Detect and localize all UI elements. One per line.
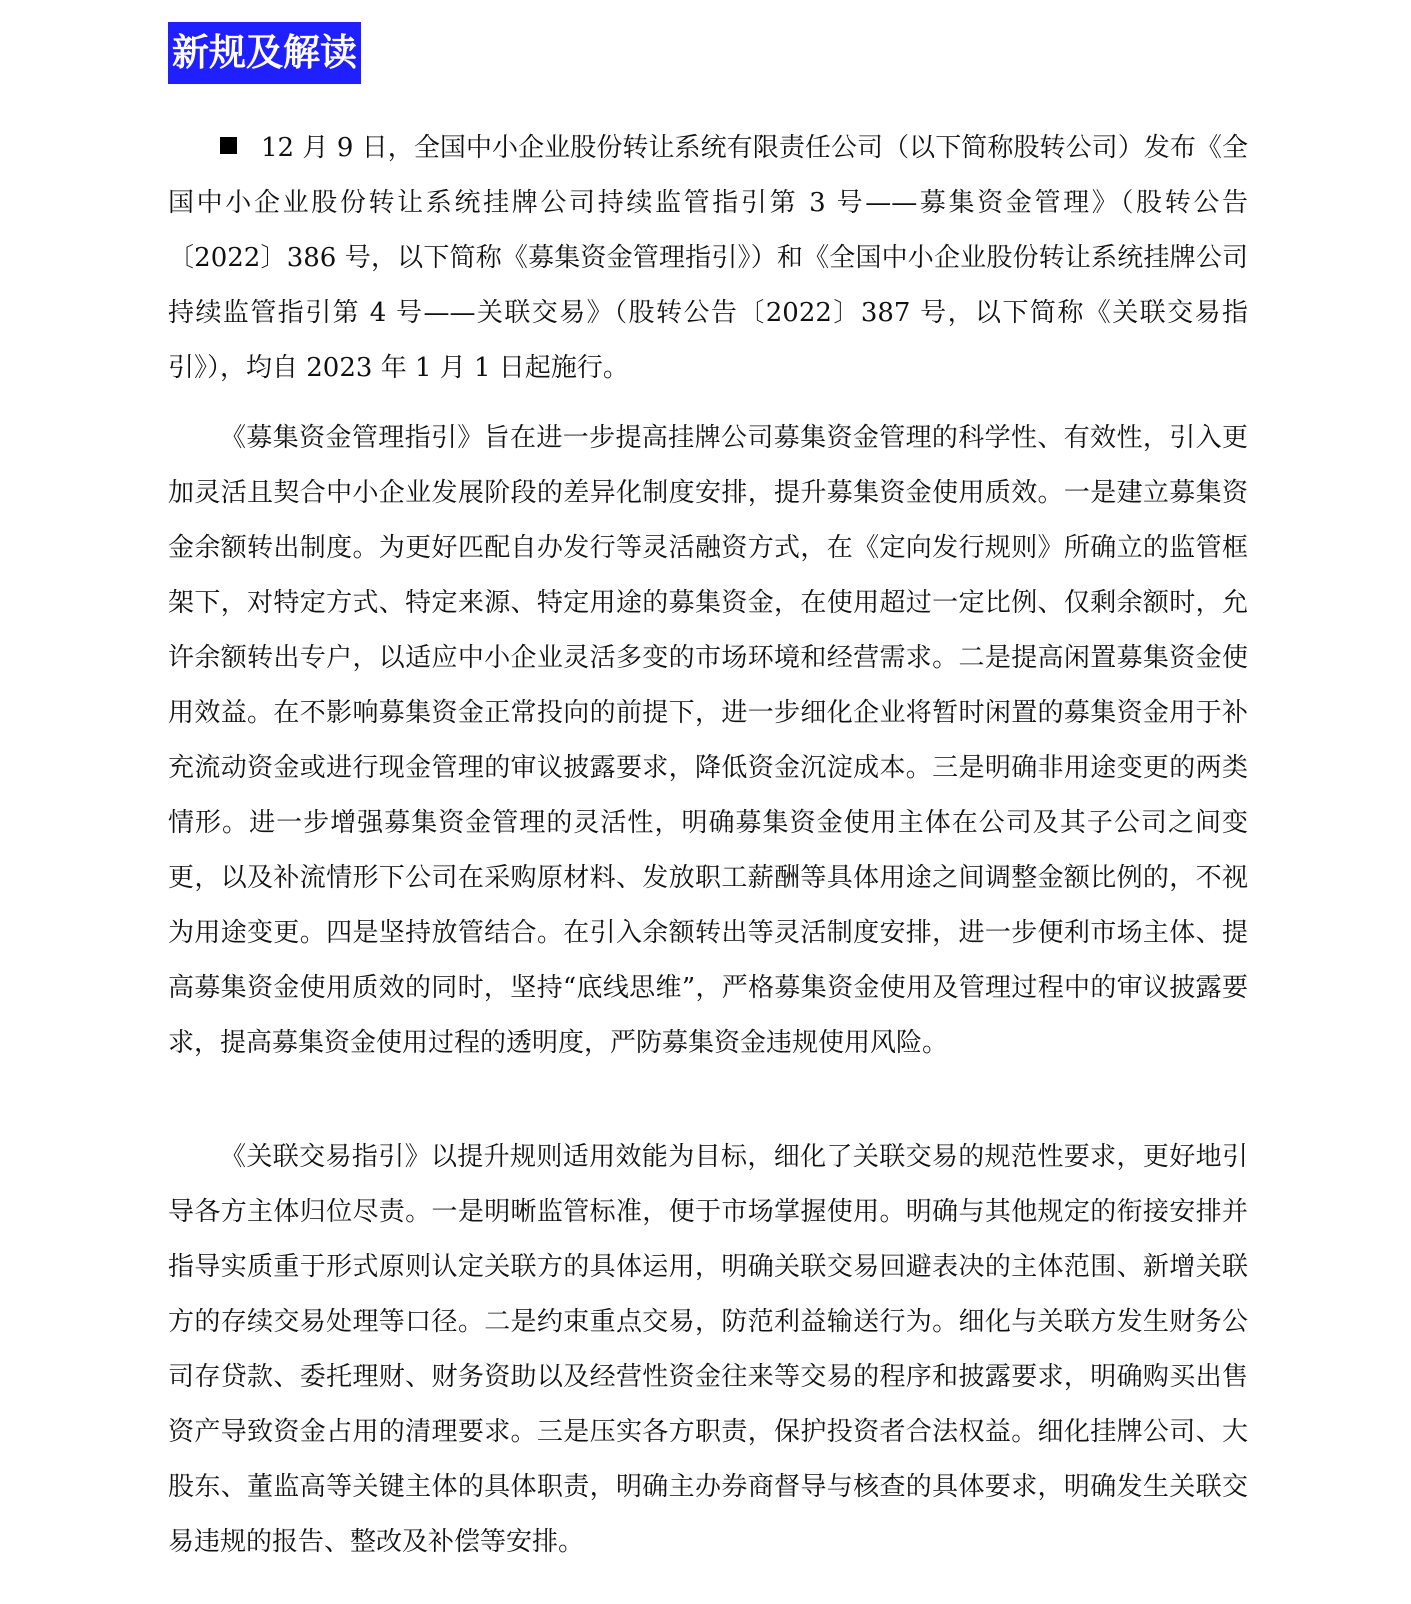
- paragraph-announcement: [168, 121, 1248, 396]
- paragraph-announcement-text: 12 月 9 日，全国中小企业股份转让系统有限责任公司（以下简称股转公司）发布《全国中小企业股份转让系统挂牌公司持续监管指引第 3 号——募集资金管理》（股转公告〔2022〕386 号，以下简称《募集资金管理指引》）和《全国中小企业股份转让系统挂牌公司持续监管指引第 4 号——关联交易》（股转公告〔2022〕387 号，以下简称《关联交易指引》），均自 2023 年 1 月 1 日起施行。: [168, 133, 1248, 383]
- square-bullet-icon: [220, 137, 237, 154]
- section-title: 新规及解读: [168, 22, 361, 84]
- paragraph-fundraising-guideline: 《募集资金管理指引》旨在进一步提高挂牌公司募集资金管理的科学性、有效性，引入更加灵活且契合中小企业发展阶段的差异化制度安排，提升募集资金使用质效。一是建立募集资金余额转出制度。为更好匹配自办发行等灵活融资方式，在《定向发行规则》所确立的监管框架下，对特定方式、特定来源、特定用途的募集资金，在使用超过一定比例、仅剩余额时，允许余额转出专户，以适应中小企业灵活多变的市场环境和经营需求。二是提高闲置募集资金使用效益。在不影响募集资金正常投向的前提下，进一步细化企业将暂时闲置的募集资金用于补充流动资金或进行现金管理的审议披露要求，降低资金沉淀成本。三是明确非用途变更的两类情形。进一步增强募集资金管理的灵活性，明确募集资金使用主体在公司及其子公司之间变更，以及补流情形下公司在采购原材料、发放职工薪酬等具体用途之间调整金额比例的，不视为用途变更。四是坚持放管结合。在引入余额转出等灵活制度安排，进一步便利市场主体、提高募集资金使用质效的同时，坚持“底线思维”，严格募集资金使用及管理过程中的审议披露要求，提高募集资金使用过程的透明度，严防募集资金违规使用风险。: [168, 423, 1248, 1058]
- paragraph-related-transaction-guideline: 《关联交易指引》以提升规则适用效能为目标，细化了关联交易的规范性要求，更好地引导各方主体归位尽责。一是明晰监管标准，便于市场掌握使用。明确与其他规定的衔接安排并指导实质重于形式原则认定关联方的具体运用，明确关联交易回避表决的主体范围、新增关联方的存续交易处理等口径。二是约束重点交易，防范利益输送行为。细化与关联方发生财务公司存贷款、委托理财、财务资助以及经营性资金往来等交易的程序和披露要求，明确购买出售资产导致资金占用的清理要求。三是压实各方职责，保护投资者合法权益。细化挂牌公司、大股东、董监高等关键主体的具体职责，明确主办券商督导与核查的具体要求，明确发生关联交易违规的报告、整改及补偿等安排。: [168, 1142, 1248, 1557]
